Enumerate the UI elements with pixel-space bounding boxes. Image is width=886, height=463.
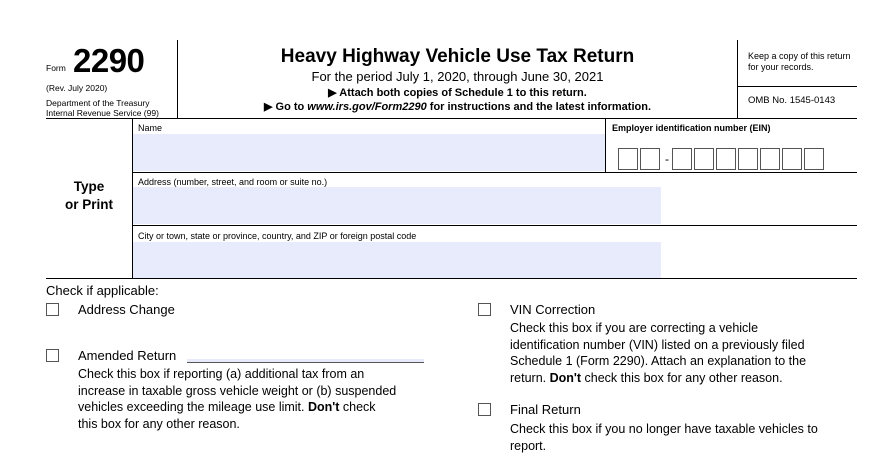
city-label: City or town, state or province, country, and ZIP or foreign postal code (138, 231, 417, 241)
name-label: Name (138, 123, 163, 133)
description-line: identification number (VIN) listed on a previously filed (510, 337, 805, 352)
ein-digit-box[interactable] (694, 148, 714, 170)
attach-instruction (178, 86, 737, 99)
irs-line: Internal Revenue Service (99) (46, 108, 159, 118)
omb-number: OMB No. 1545-0143 (748, 95, 836, 106)
description-line: Check this box if you are correcting a vehicle (510, 321, 759, 335)
goto-instruction (178, 100, 737, 113)
amended-return-input[interactable] (187, 359, 424, 363)
ein-digit-box[interactable] (782, 148, 802, 170)
description-text: return. (510, 370, 550, 385)
check-if-applicable-heading: Check if applicable: (46, 283, 159, 298)
description-line: Schedule 1 (Form 2290). Attach an explanation to the (510, 354, 807, 368)
amended-return-description (78, 366, 396, 432)
description-line: report. (510, 438, 547, 453)
divider (133, 172, 857, 173)
description-text: check this box for any other reason. (581, 370, 783, 385)
attach-text: Attach both copies of Schedule 1 to this return. (339, 87, 587, 99)
goto-suffix: for instructions and the latest information. (426, 101, 652, 113)
form-id-block (46, 40, 178, 118)
goto-prefix: Go to (275, 101, 308, 113)
divider (133, 225, 857, 226)
address-input[interactable] (133, 187, 661, 224)
final-return-checkbox[interactable] (478, 403, 491, 416)
city-input[interactable] (133, 242, 661, 278)
description-line: Check this box if reporting (a) additional tax from an (78, 367, 365, 381)
amended-return-checkbox[interactable] (46, 349, 59, 362)
arrow-right-icon: ▶ (328, 87, 337, 99)
address-change-checkbox[interactable] (46, 303, 59, 316)
type-label: Type (73, 179, 105, 194)
description-text: vehicles exceeding the mileage use limit. (78, 400, 308, 414)
final-return-description (510, 421, 818, 454)
type-or-print-label (46, 178, 132, 214)
description-line (510, 370, 806, 387)
ein-digit-box[interactable] (640, 148, 660, 170)
description-emphasis: Don't (549, 370, 582, 385)
description-emphasis: Don't (307, 400, 340, 414)
ein-digit-box[interactable] (716, 148, 736, 170)
vin-correction-label: VIN Correction (510, 302, 596, 317)
ein-digit-box[interactable] (804, 148, 824, 170)
final-return-label: Final Return (510, 402, 581, 417)
divider (46, 278, 857, 279)
description-line: increase in taxable gross vehicle weight or (b) suspended (78, 383, 397, 398)
form-word: Form (46, 63, 66, 73)
description-line: this box for any other reason. (78, 416, 240, 431)
form-number: 2290 (73, 42, 145, 79)
divider (738, 86, 857, 87)
address-change-label: Address Change (78, 302, 175, 317)
keep-copy-note: Keep a copy of this return for your records. (748, 51, 851, 72)
name-input[interactable] (133, 134, 605, 171)
title-block (178, 40, 737, 118)
divider (605, 118, 606, 172)
ein-dash: - (665, 152, 669, 166)
tax-period: For the period July 1, 2020, through June 30, 2021 (311, 69, 604, 84)
ein-digit-box[interactable] (672, 148, 692, 170)
vin-correction-checkbox[interactable] (478, 303, 491, 316)
or-print-label: or Print (64, 197, 113, 212)
ein-digit-box[interactable] (738, 148, 758, 170)
description-line: Check this box if you no longer have taxable vehicles to (510, 422, 818, 436)
ein-label: Employer identification number (EIN) (612, 123, 771, 133)
form-title: Heavy Highway Vehicle Use Tax Return (280, 46, 635, 67)
ein-digit-box[interactable] (618, 148, 638, 170)
vin-correction-description (510, 320, 806, 386)
description-line (78, 399, 396, 416)
arrow-right-icon: ▶ (263, 101, 273, 113)
description-text: check (339, 400, 376, 414)
divider (46, 118, 857, 119)
irs-link[interactable]: www.irs.gov/Form2290 (307, 101, 427, 113)
address-label: Address (number, street, and room or suite no.) (138, 177, 328, 187)
amended-return-label: Amended Return (78, 348, 177, 363)
ein-input-group (618, 148, 826, 170)
header-right-column (737, 40, 857, 118)
department-line: Department of the Treasury (46, 98, 150, 108)
revision-date: (Rev. July 2020) (46, 83, 108, 93)
ein-digit-box[interactable] (760, 148, 780, 170)
